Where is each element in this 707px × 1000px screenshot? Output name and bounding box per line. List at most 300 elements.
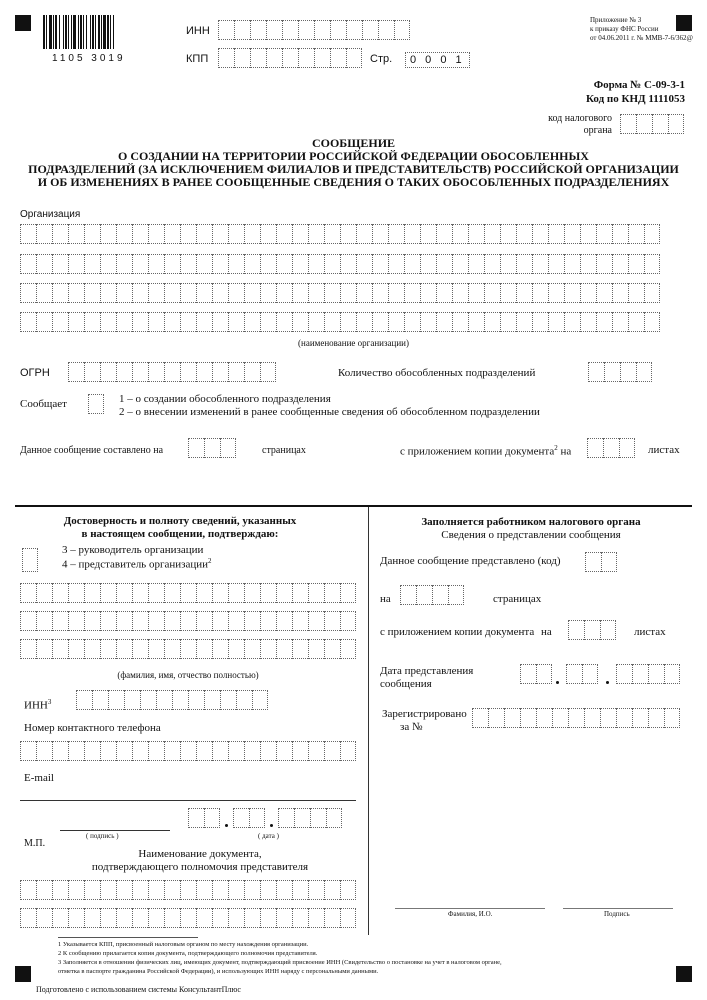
input-cell[interactable] <box>668 114 684 134</box>
input-cell[interactable] <box>228 224 244 244</box>
input-cell[interactable] <box>68 362 84 382</box>
input-cell[interactable] <box>260 639 276 659</box>
input-cell[interactable] <box>484 283 500 303</box>
input-cell[interactable] <box>196 908 212 928</box>
input-cell[interactable] <box>140 690 156 710</box>
input-cell[interactable] <box>180 283 196 303</box>
input-cell[interactable] <box>84 639 100 659</box>
input-cell[interactable] <box>468 283 484 303</box>
input-cell[interactable] <box>484 312 500 332</box>
input-cell[interactable] <box>180 741 196 761</box>
input-cell[interactable] <box>324 639 340 659</box>
input-cell[interactable] <box>612 254 628 274</box>
input-cell[interactable] <box>116 611 132 631</box>
input-cell[interactable] <box>220 438 236 458</box>
input-cell[interactable] <box>212 880 228 900</box>
input-cell[interactable] <box>260 312 276 332</box>
input-cell[interactable] <box>244 254 260 274</box>
input-cell[interactable] <box>324 908 340 928</box>
input-cell[interactable] <box>132 224 148 244</box>
input-cell[interactable] <box>400 585 416 605</box>
input-cell[interactable] <box>22 548 38 572</box>
input-cell[interactable] <box>260 362 276 382</box>
input-cell[interactable] <box>228 611 244 631</box>
right-pages-cells[interactable] <box>400 585 464 605</box>
input-cell[interactable] <box>100 254 116 274</box>
input-cell[interactable] <box>619 438 635 458</box>
input-cell[interactable] <box>266 20 282 40</box>
input-cell[interactable] <box>172 690 188 710</box>
input-cell[interactable] <box>116 880 132 900</box>
input-cell[interactable] <box>292 312 308 332</box>
input-cell[interactable] <box>636 362 652 382</box>
organization-row-1[interactable] <box>20 224 660 244</box>
right-attach-cells[interactable] <box>568 620 616 640</box>
input-cell[interactable] <box>244 908 260 928</box>
input-cell[interactable] <box>116 741 132 761</box>
input-cell[interactable] <box>362 20 378 40</box>
organization-row-2[interactable] <box>20 254 660 274</box>
input-cell[interactable] <box>340 283 356 303</box>
input-cell[interactable] <box>548 312 564 332</box>
input-cell[interactable] <box>644 254 660 274</box>
input-cell[interactable] <box>68 880 84 900</box>
input-cell[interactable] <box>20 312 36 332</box>
input-cell[interactable] <box>378 20 394 40</box>
input-cell[interactable] <box>212 312 228 332</box>
reports-cell[interactable] <box>88 394 104 414</box>
input-cell[interactable] <box>388 224 404 244</box>
input-cell[interactable] <box>116 254 132 274</box>
input-cell[interactable] <box>148 611 164 631</box>
input-cell[interactable] <box>233 808 249 828</box>
input-cell[interactable] <box>516 224 532 244</box>
input-cell[interactable] <box>164 312 180 332</box>
input-cell[interactable] <box>228 639 244 659</box>
input-cell[interactable] <box>292 880 308 900</box>
input-cell[interactable] <box>292 254 308 274</box>
input-cell[interactable] <box>244 639 260 659</box>
input-cell[interactable] <box>132 611 148 631</box>
input-cell[interactable] <box>568 708 584 728</box>
input-cell[interactable] <box>603 438 619 458</box>
input-cell[interactable] <box>68 908 84 928</box>
input-cell[interactable] <box>228 741 244 761</box>
input-cell[interactable] <box>148 254 164 274</box>
input-cell[interactable] <box>564 224 580 244</box>
inn-cells[interactable] <box>218 20 410 40</box>
input-cell[interactable] <box>548 224 564 244</box>
input-cell[interactable] <box>468 224 484 244</box>
input-cell[interactable] <box>36 639 52 659</box>
input-cell[interactable] <box>504 708 520 728</box>
input-cell[interactable] <box>180 254 196 274</box>
input-cell[interactable] <box>404 224 420 244</box>
input-cell[interactable] <box>244 583 260 603</box>
input-cell[interactable] <box>644 283 660 303</box>
input-cell[interactable] <box>88 394 104 414</box>
input-cell[interactable] <box>84 312 100 332</box>
input-cell[interactable] <box>452 283 468 303</box>
input-cell[interactable] <box>84 741 100 761</box>
input-cell[interactable] <box>620 362 636 382</box>
input-cell[interactable] <box>620 114 636 134</box>
input-cell[interactable] <box>228 312 244 332</box>
input-cell[interactable] <box>420 283 436 303</box>
input-cell[interactable] <box>132 283 148 303</box>
input-cell[interactable] <box>276 224 292 244</box>
input-cell[interactable] <box>324 224 340 244</box>
input-cell[interactable] <box>180 583 196 603</box>
kpp-cells[interactable] <box>218 48 362 68</box>
input-cell[interactable] <box>536 664 552 684</box>
input-cell[interactable] <box>532 283 548 303</box>
input-cell[interactable] <box>308 611 324 631</box>
input-cell[interactable] <box>228 254 244 274</box>
input-cell[interactable] <box>436 312 452 332</box>
input-cell[interactable] <box>616 664 632 684</box>
input-cell[interactable] <box>292 224 308 244</box>
input-cell[interactable] <box>394 20 410 40</box>
input-cell[interactable] <box>664 708 680 728</box>
input-cell[interactable] <box>124 690 140 710</box>
input-cell[interactable] <box>564 283 580 303</box>
input-cell[interactable] <box>276 880 292 900</box>
input-cell[interactable] <box>298 20 314 40</box>
input-cell[interactable] <box>356 283 372 303</box>
input-cell[interactable] <box>52 254 68 274</box>
input-cell[interactable] <box>244 312 260 332</box>
input-cell[interactable] <box>196 583 212 603</box>
fio-row-3[interactable] <box>20 639 356 659</box>
input-cell[interactable] <box>250 48 266 68</box>
input-cell[interactable] <box>616 708 632 728</box>
right-date-day[interactable] <box>520 664 552 684</box>
input-cell[interactable] <box>276 254 292 274</box>
input-cell[interactable] <box>346 20 362 40</box>
input-cell[interactable] <box>132 741 148 761</box>
input-cell[interactable] <box>276 583 292 603</box>
input-cell[interactable] <box>282 20 298 40</box>
input-cell[interactable] <box>664 664 680 684</box>
input-cell[interactable] <box>372 254 388 274</box>
input-cell[interactable] <box>132 639 148 659</box>
input-cell[interactable] <box>308 741 324 761</box>
input-cell[interactable] <box>372 224 388 244</box>
input-cell[interactable] <box>548 254 564 274</box>
input-cell[interactable] <box>20 224 36 244</box>
input-cell[interactable] <box>204 690 220 710</box>
input-cell[interactable] <box>132 312 148 332</box>
input-cell[interactable] <box>68 312 84 332</box>
input-cell[interactable] <box>20 583 36 603</box>
input-cell[interactable] <box>108 690 124 710</box>
input-cell[interactable] <box>52 880 68 900</box>
input-cell[interactable] <box>132 880 148 900</box>
input-cell[interactable] <box>356 224 372 244</box>
registration-number-cells[interactable] <box>472 708 680 728</box>
input-cell[interactable] <box>212 639 228 659</box>
input-cell[interactable] <box>36 741 52 761</box>
pages-cells[interactable] <box>188 438 236 458</box>
input-cell[interactable] <box>600 708 616 728</box>
input-cell[interactable] <box>132 583 148 603</box>
input-cell[interactable] <box>432 585 448 605</box>
input-cell[interactable] <box>568 620 584 640</box>
input-cell[interactable] <box>452 312 468 332</box>
input-cell[interactable] <box>20 639 36 659</box>
input-cell[interactable] <box>84 611 100 631</box>
input-cell[interactable] <box>234 48 250 68</box>
input-cell[interactable] <box>488 708 504 728</box>
input-cell[interactable] <box>587 438 603 458</box>
input-cell[interactable] <box>148 583 164 603</box>
input-cell[interactable] <box>244 741 260 761</box>
input-cell[interactable] <box>340 880 356 900</box>
input-cell[interactable] <box>196 611 212 631</box>
input-cell[interactable] <box>116 583 132 603</box>
input-cell[interactable] <box>310 808 326 828</box>
input-cell[interactable] <box>516 254 532 274</box>
input-cell[interactable] <box>212 283 228 303</box>
input-cell[interactable] <box>468 312 484 332</box>
signer-type-cell[interactable] <box>22 548 38 572</box>
organization-row-4[interactable] <box>20 312 660 332</box>
input-cell[interactable] <box>532 224 548 244</box>
input-cell[interactable] <box>584 708 600 728</box>
input-cell[interactable] <box>212 741 228 761</box>
input-cell[interactable] <box>278 808 294 828</box>
input-cell[interactable] <box>52 583 68 603</box>
input-cell[interactable] <box>600 620 616 640</box>
input-cell[interactable] <box>68 741 84 761</box>
input-cell[interactable] <box>500 312 516 332</box>
input-cell[interactable] <box>388 283 404 303</box>
input-cell[interactable] <box>148 908 164 928</box>
input-cell[interactable] <box>324 312 340 332</box>
right-date-year[interactable] <box>616 664 680 684</box>
input-cell[interactable] <box>436 283 452 303</box>
input-cell[interactable] <box>648 664 664 684</box>
input-cell[interactable] <box>250 20 266 40</box>
input-cell[interactable] <box>164 362 180 382</box>
input-cell[interactable] <box>282 48 298 68</box>
input-cell[interactable] <box>580 224 596 244</box>
input-cell[interactable] <box>260 611 276 631</box>
input-cell[interactable] <box>324 741 340 761</box>
fio-row-1[interactable] <box>20 583 356 603</box>
input-cell[interactable] <box>244 362 260 382</box>
ogrn-cells[interactable] <box>68 362 276 382</box>
input-cell[interactable] <box>330 48 346 68</box>
input-cell[interactable] <box>632 664 648 684</box>
input-cell[interactable] <box>228 908 244 928</box>
input-cell[interactable] <box>92 690 108 710</box>
input-cell[interactable] <box>148 639 164 659</box>
input-cell[interactable] <box>324 283 340 303</box>
input-cell[interactable] <box>588 362 604 382</box>
input-cell[interactable] <box>416 585 432 605</box>
input-cell[interactable] <box>36 908 52 928</box>
input-cell[interactable] <box>404 283 420 303</box>
input-cell[interactable] <box>308 908 324 928</box>
input-cell[interactable] <box>116 283 132 303</box>
input-cell[interactable] <box>20 741 36 761</box>
input-cell[interactable] <box>266 48 282 68</box>
input-cell[interactable] <box>196 880 212 900</box>
input-cell[interactable] <box>212 224 228 244</box>
input-cell[interactable] <box>234 20 250 40</box>
input-cell[interactable] <box>452 254 468 274</box>
input-cell[interactable] <box>372 312 388 332</box>
input-cell[interactable] <box>228 283 244 303</box>
input-cell[interactable] <box>188 438 204 458</box>
input-cell[interactable] <box>52 639 68 659</box>
input-cell[interactable] <box>388 254 404 274</box>
input-cell[interactable] <box>564 254 580 274</box>
input-cell[interactable] <box>116 639 132 659</box>
date-month-cells[interactable] <box>233 808 265 828</box>
input-cell[interactable] <box>276 283 292 303</box>
input-cell[interactable] <box>580 283 596 303</box>
input-cell[interactable] <box>180 312 196 332</box>
input-cell[interactable] <box>582 664 598 684</box>
input-cell[interactable] <box>308 224 324 244</box>
input-cell[interactable] <box>500 224 516 244</box>
input-cell[interactable] <box>260 880 276 900</box>
input-cell[interactable] <box>52 908 68 928</box>
input-cell[interactable] <box>36 583 52 603</box>
input-cell[interactable] <box>100 908 116 928</box>
input-cell[interactable] <box>68 639 84 659</box>
input-cell[interactable] <box>612 312 628 332</box>
input-cell[interactable] <box>220 690 236 710</box>
input-cell[interactable] <box>330 20 346 40</box>
doc-name-row-2[interactable] <box>20 908 356 928</box>
input-cell[interactable] <box>436 224 452 244</box>
input-cell[interactable] <box>628 224 644 244</box>
tax-authority-code-cells[interactable] <box>620 114 684 134</box>
input-cell[interactable] <box>84 880 100 900</box>
input-cell[interactable] <box>52 224 68 244</box>
input-cell[interactable] <box>314 48 330 68</box>
input-cell[interactable] <box>308 639 324 659</box>
input-cell[interactable] <box>196 254 212 274</box>
input-cell[interactable] <box>249 808 265 828</box>
input-cell[interactable] <box>346 48 362 68</box>
input-cell[interactable] <box>204 438 220 458</box>
input-cell[interactable] <box>340 312 356 332</box>
input-cell[interactable] <box>218 20 234 40</box>
input-cell[interactable] <box>308 583 324 603</box>
input-cell[interactable] <box>604 362 620 382</box>
input-cell[interactable] <box>516 312 532 332</box>
input-cell[interactable] <box>164 254 180 274</box>
input-cell[interactable] <box>356 254 372 274</box>
input-cell[interactable] <box>292 741 308 761</box>
input-cell[interactable] <box>228 362 244 382</box>
input-cell[interactable] <box>276 611 292 631</box>
input-cell[interactable] <box>548 283 564 303</box>
input-cell[interactable] <box>100 611 116 631</box>
input-cell[interactable] <box>164 639 180 659</box>
input-cell[interactable] <box>452 224 468 244</box>
input-cell[interactable] <box>244 880 260 900</box>
input-cell[interactable] <box>340 639 356 659</box>
input-cell[interactable] <box>420 254 436 274</box>
input-cell[interactable] <box>68 583 84 603</box>
input-cell[interactable] <box>20 611 36 631</box>
input-cell[interactable] <box>236 690 252 710</box>
date-year-cells[interactable] <box>278 808 342 828</box>
input-cell[interactable] <box>228 880 244 900</box>
input-cell[interactable] <box>52 283 68 303</box>
input-cell[interactable] <box>628 283 644 303</box>
input-cell[interactable] <box>132 254 148 274</box>
input-cell[interactable] <box>244 611 260 631</box>
input-cell[interactable] <box>644 224 660 244</box>
input-cell[interactable] <box>294 808 310 828</box>
input-cell[interactable] <box>484 224 500 244</box>
input-cell[interactable] <box>68 283 84 303</box>
input-cell[interactable] <box>20 880 36 900</box>
input-cell[interactable] <box>196 224 212 244</box>
input-cell[interactable] <box>292 583 308 603</box>
input-cell[interactable] <box>84 224 100 244</box>
input-cell[interactable] <box>292 283 308 303</box>
input-cell[interactable] <box>516 283 532 303</box>
input-cell[interactable] <box>340 254 356 274</box>
input-cell[interactable] <box>36 254 52 274</box>
input-cell[interactable] <box>212 254 228 274</box>
input-cell[interactable] <box>132 362 148 382</box>
input-cell[interactable] <box>520 708 536 728</box>
input-cell[interactable] <box>100 741 116 761</box>
input-cell[interactable] <box>532 312 548 332</box>
input-cell[interactable] <box>636 114 652 134</box>
input-cell[interactable] <box>585 552 601 572</box>
input-cell[interactable] <box>596 283 612 303</box>
input-cell[interactable] <box>164 741 180 761</box>
input-cell[interactable] <box>218 48 234 68</box>
input-cell[interactable] <box>580 254 596 274</box>
input-cell[interactable] <box>148 283 164 303</box>
input-cell[interactable] <box>324 880 340 900</box>
input-cell[interactable] <box>500 254 516 274</box>
input-cell[interactable] <box>612 224 628 244</box>
input-cell[interactable] <box>644 312 660 332</box>
input-cell[interactable] <box>164 224 180 244</box>
input-cell[interactable] <box>196 283 212 303</box>
input-cell[interactable] <box>420 224 436 244</box>
input-cell[interactable] <box>260 908 276 928</box>
input-cell[interactable] <box>260 583 276 603</box>
input-cell[interactable] <box>180 880 196 900</box>
input-cell[interactable] <box>468 254 484 274</box>
input-cell[interactable] <box>116 362 132 382</box>
input-cell[interactable] <box>472 708 488 728</box>
input-cell[interactable] <box>148 224 164 244</box>
input-cell[interactable] <box>244 283 260 303</box>
input-cell[interactable] <box>500 283 516 303</box>
input-cell[interactable] <box>388 312 404 332</box>
input-cell[interactable] <box>632 708 648 728</box>
input-cell[interactable] <box>276 312 292 332</box>
input-cell[interactable] <box>628 254 644 274</box>
input-cell[interactable] <box>612 283 628 303</box>
input-cell[interactable] <box>326 808 342 828</box>
input-cell[interactable] <box>196 312 212 332</box>
